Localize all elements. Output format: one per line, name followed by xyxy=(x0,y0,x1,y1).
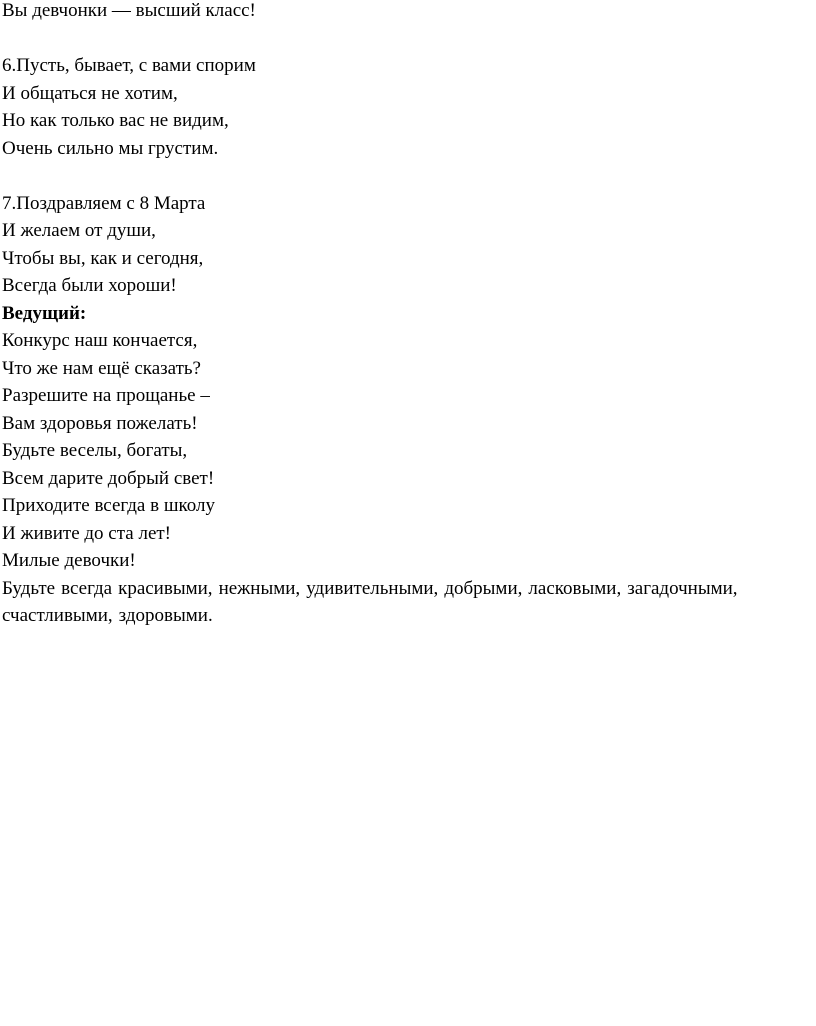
poem-line: Очень сильно мы грустим. xyxy=(2,137,219,159)
poem-line: Но как только вас не видим, xyxy=(2,110,229,131)
stanza-gap xyxy=(2,162,816,190)
poem-line: Вы девчонки — высший класс! xyxy=(2,0,256,21)
poem-line: Чтобы вы, как и сегодня, xyxy=(2,247,204,269)
poem-line: Будьте веселы, богаты, xyxy=(2,440,188,461)
poem-line: И живите до ста лет! xyxy=(2,522,172,544)
poem-line: И желаем от души, xyxy=(2,220,156,241)
poem-line: Всем дарите добрый свет! xyxy=(2,467,215,489)
poem-line: И общаться не хотим, xyxy=(2,82,178,104)
stanza-gap xyxy=(2,25,816,53)
poem-line: Конкурс наш кончается, xyxy=(2,330,198,351)
poem-line: Что же нам ещё сказать? xyxy=(2,357,201,379)
poem-line: 7.Поздравляем с 8 Марта xyxy=(2,192,206,214)
poem-line: Вам здоровья пожелать! xyxy=(2,412,198,434)
poem-line: Всегда были хороши! xyxy=(2,275,177,296)
closing-paragraph: Будьте всегда красивыми, нежными, удивительными, добрыми, ласковыми, загадочными, счастливыми, здоровыми. xyxy=(2,577,738,626)
poem-line: Милые девочки! xyxy=(2,550,136,571)
poem-line: Разрешите на прощанье – xyxy=(2,385,210,406)
poem-line: 6.Пусть, бывает, с вами спорим xyxy=(2,55,256,76)
speaker-label: Ведущий: xyxy=(2,302,87,324)
poem-line: Приходите всегда в школу xyxy=(2,495,215,516)
